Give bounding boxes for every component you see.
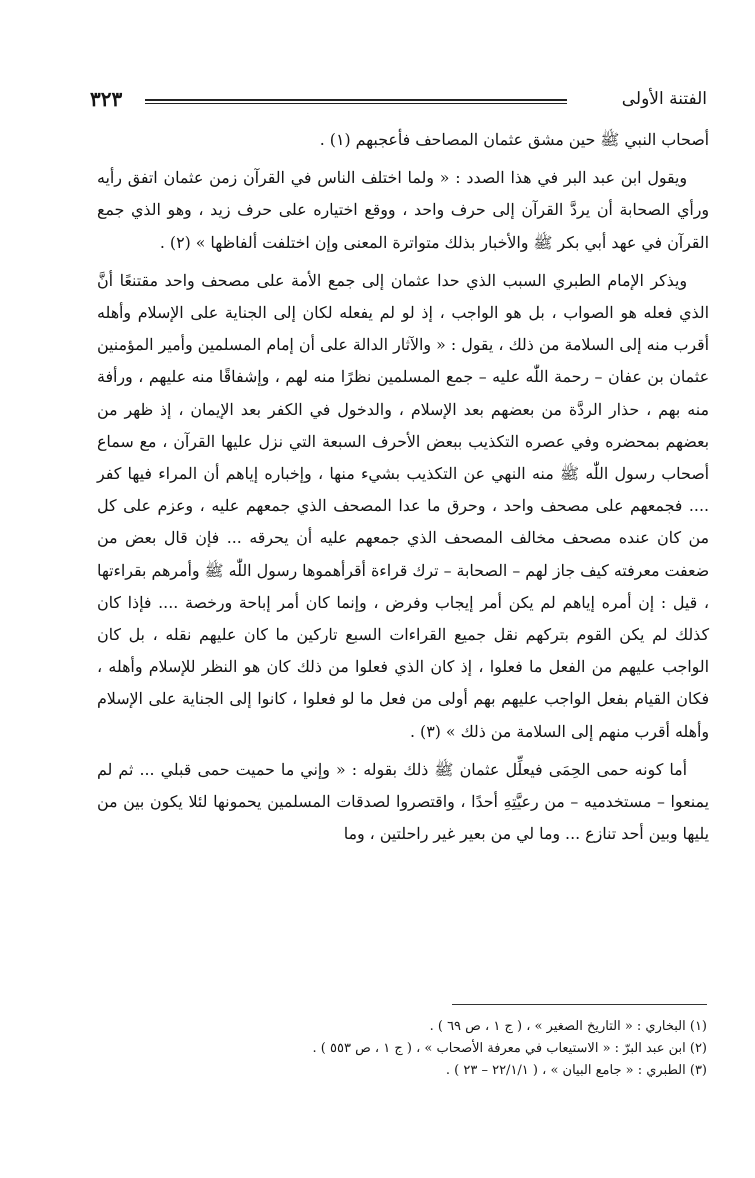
footnote-3: (٣) الطبري : « جامع البيان » ، ( ٢٢/١/١ – ٢٣ ) . [445, 1063, 707, 1078]
paragraph-hima: أما كونه حمى الحِمَى فيعلِّل عثمان ﷺ ذلك بقوله : « وإني ما حميت حمى قبلي ... ثم لم يمنعوا – مستخدميه – من رعيَّتِهِ أحدًا ، واقتصروا لصدقات المسلمين يحمونها لئلا يكون بين من يليها وبين أحد تنازع ... وما لي من بعير غير راحلتين ، وما [97, 759, 709, 844]
paragraph-al-tabari: ويذكر الإمام الطبري السبب الذي حدا عثمان إلى جمع الأمة على مصحف واحد مقتنعًا أنَّ الذي فعله هو الصواب ، بل هو الواجب ، إذ لو لم يفعله لكان إلى الجناية على الإسلام وأهله أقرب منه إلى السلامة من ذلك ، يقول : « والآثار الدالة على أن إمام المسلمين وأمير المؤمنين عثمان بن عفان – رحمة اللّٰه عليه – جمع المسلمين نظرًا منه لهم ، وإشفاقًا منه عليهم ، ورأفة منه بهم ، حذار الردَّة من بعضهم بعد الإسلام ، والدخول في الكفر بعد الإيمان ، إذ ظهر من بعضهم بمحضره وفي عصره التكذيب ببعض الأحرف السبعة التي نزل عليها القرآن ، مع سماع أصحاب رسول اللّٰه ﷺ منه النهي عن التكذيب بشيء منها ، وإخباره إياهم أن المراء فيها كفر .... فجمعهم على مصحف واحد ، وحرق ما عدا المصحف الذي جمعهم عليه ، وعزم على كل من كان عنده مصحف مخالف المصحف الذي جمعهم عليه أن يحرقه ... فإن قال بعض من ضعفت معرفته كيف جاز لهم – الصحابة – ترك قراءة أقرأهموها رسول اللّٰه ﷺ وأمرهم بقراءتها ، قيل : إن أمره إياهم لم يكن أمر إيجاب وفرض ، وإنما كان أمر إباحة ورخصة .... فإذا كان كذلك لم يكن القوم بتركهم نقل جميع القراءات السبع تاركين ما كان عليهم نقله ، بل كان الواجب عليهم من الفعل ما فعلوا ، إذ كان الذي فعلوا من ذلك كان هو النظر للإسلام وأهله ، فكان القيام بفعل الواجب عليهم بهم أولى من فعل ما لو فعلوا ، كانوا إلى الجناية على الإسلام وأهله أقرب منهم إلى السلامة من ذلك » (٣) . [97, 270, 709, 741]
running-title: الفتنة الأولى [621, 89, 707, 109]
header-rule [145, 99, 567, 104]
page-number: ٣٢٣ [90, 87, 123, 111]
footnote-1: (١) البخاري : « التاريخ الصغير » ، ( ج ١ ، ص ٦٩ ) . [429, 1019, 707, 1034]
footnotes [97, 1016, 707, 1082]
footnote-separator [452, 1004, 707, 1005]
main-text [97, 124, 709, 856]
paragraph-ibn-abd-al-barr: ويقول ابن عبد البر في هذا الصدد : « ولما اختلف الناس في القرآن زمن عثمان اتفق رأيه ورأي الصحابة أن يردَّ القرآن إلى حرف واحد ، ووقع اختياره على حرف زيد ، وهو الذي جمع القرآن في عهد أبي بكر ﷺ والأخبار بذلك متواترة المعنى وإن اختلفت ألفاظها » (٢) . [97, 168, 709, 252]
page-header [90, 86, 707, 116]
footnote-2: (٢) ابن عبد البرّ : « الاستيعاب في معرفة الأصحاب » ، ( ج ١ ، ص ٥٥٣ ) . [312, 1041, 707, 1056]
paragraph-continuation: أصحاب النبي ﷺ حين مشق عثمان المصاحف فأعجبهم (١) . [319, 130, 709, 149]
